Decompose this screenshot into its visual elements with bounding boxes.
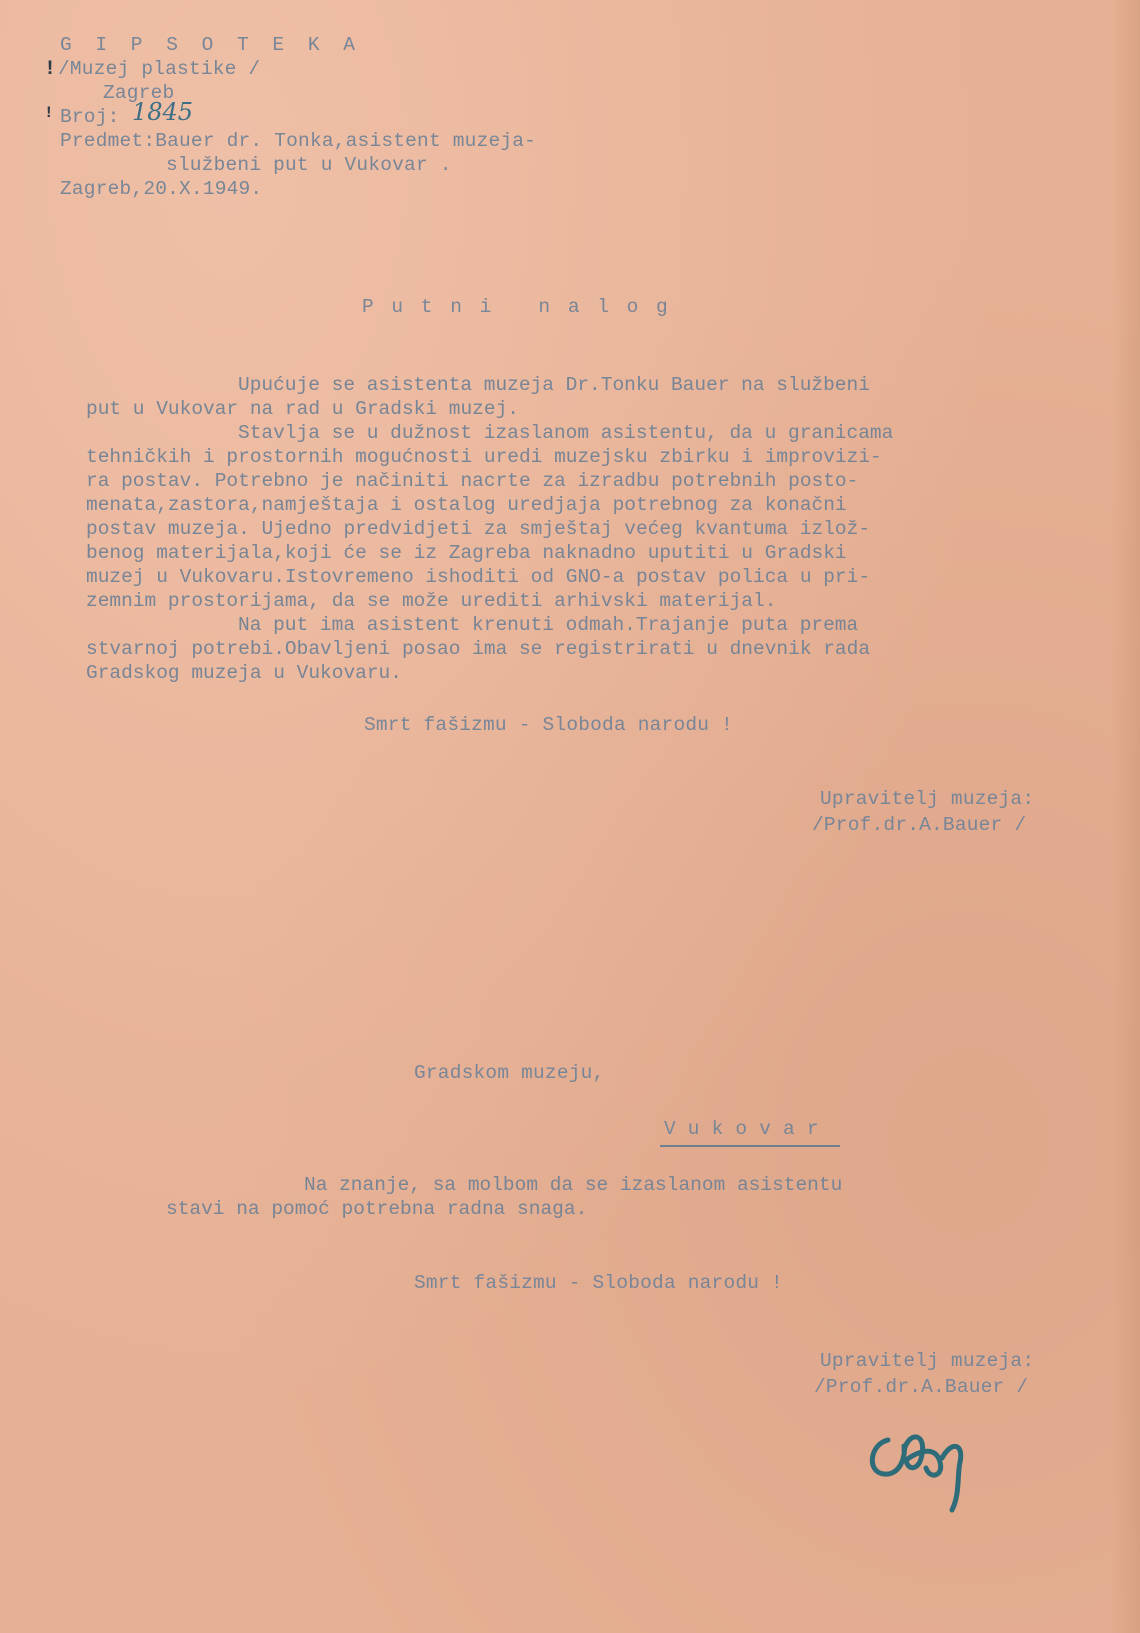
body-line: menata,zastora,namještaja i ostalog uredjaja potrebnog za konačni xyxy=(86,494,847,516)
body-line: muzej u Vukovaru.Istovremeno ishoditi od GNO-a postav polica u pri- xyxy=(86,566,871,588)
body-line: zemnim prostorijama, da se može urediti arhivski materijal. xyxy=(86,590,777,612)
notice-line: Na znanje, sa molbom da se izaslanom asistentu xyxy=(304,1174,843,1196)
city-underline xyxy=(660,1145,840,1147)
body-line: postav muzeja. Ujedno predvidjeti za smještaj većeg kvantuma izlož- xyxy=(86,518,871,540)
body-line: tehničkih i prostornih mogućnosti uredi muzejsku zbirku i improvizi- xyxy=(86,446,882,468)
signature-role: Upravitelj muzeja: xyxy=(820,788,1035,810)
signature-name: /Prof.dr.A.Bauer / xyxy=(814,1376,1029,1398)
body-line: ra postav. Potrebno je načiniti nacrte za izradbu potrebnih posto- xyxy=(86,470,859,492)
signature-name: /Prof.dr.A.Bauer / xyxy=(812,814,1027,836)
notice-line: stavi na pomoć potrebna radna snaga. xyxy=(166,1198,588,1220)
closing-slogan: Smrt fašizmu - Sloboda narodu ! xyxy=(364,714,733,736)
subject-line-1: Predmet:Bauer dr. Tonka,asistent muzeja- xyxy=(60,130,537,152)
subject-line-2: službeni put u Vukovar . xyxy=(166,154,452,176)
closing-slogan: Smrt fašizmu - Sloboda narodu ! xyxy=(414,1272,783,1294)
institution-subtitle: /Muzej plastike / xyxy=(58,58,261,80)
handwritten-number: 1845 xyxy=(132,98,194,126)
margin-mark: ! xyxy=(44,104,54,122)
institution-name: G I P S O T E K A xyxy=(60,34,361,56)
body-line: Na put ima asistent krenuti odmah.Trajanje puta prema xyxy=(238,614,859,636)
body-line: Upućuje se asistenta muzeja Dr.Tonku Bauer na službeni xyxy=(238,374,870,396)
handwritten-signature xyxy=(860,1410,990,1520)
document-date: Zagreb,20.X.1949. xyxy=(60,178,263,200)
document-title: P u t n i n a l o g xyxy=(362,296,671,318)
signature-role: Upravitelj muzeja: xyxy=(820,1350,1035,1372)
body-line: Gradskog muzeja u Vukovaru. xyxy=(86,662,402,684)
body-line: Stavlja se u dužnost izaslanom asistentu, da u granicama xyxy=(238,422,894,444)
margin-mark: ! xyxy=(44,58,57,81)
number-label: Broj: xyxy=(60,106,120,128)
institution-city: Zagreb xyxy=(103,82,175,104)
recipient-city: V u k o v a r xyxy=(664,1118,819,1140)
recipient-line: Gradskom muzeju, xyxy=(414,1062,605,1084)
body-line: benog materijala,koji će se iz Zagreba naknadno uputiti u Gradski xyxy=(86,542,847,564)
body-line: put u Vukovar na rad u Gradski muzej. xyxy=(86,398,519,420)
body-line: stvarnoj potrebi.Obavljeni posao ima se registrirati u dnevnik rada xyxy=(86,638,871,660)
paper-edge xyxy=(1112,0,1140,1633)
